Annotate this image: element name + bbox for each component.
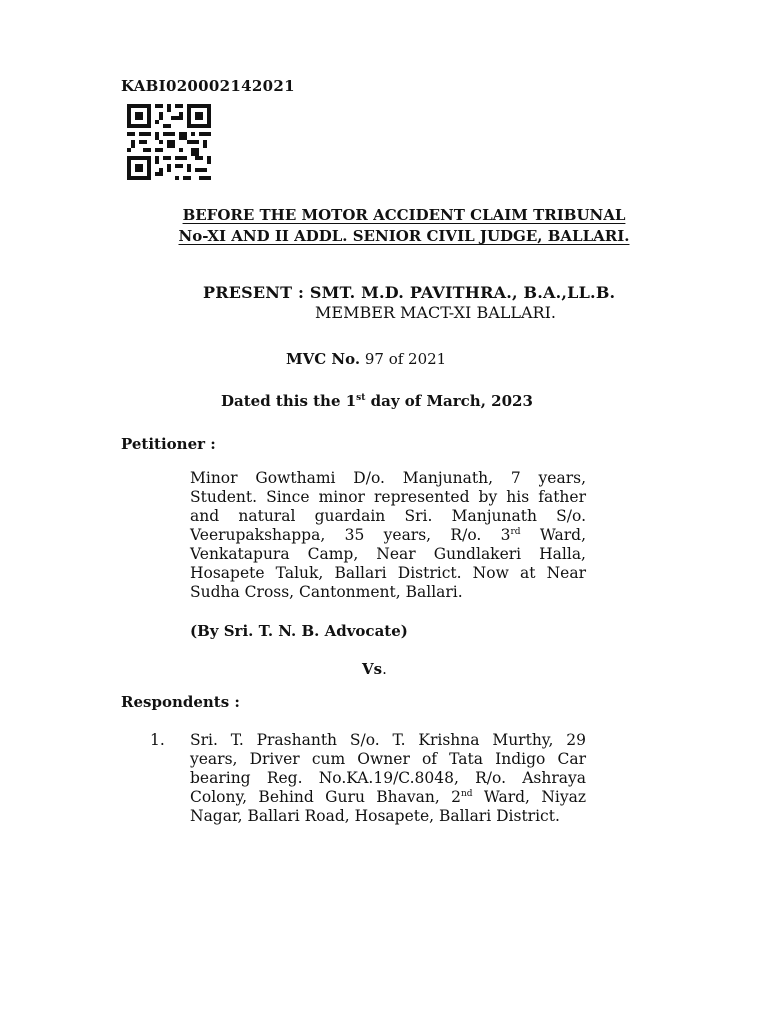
versus-text: Vs bbox=[362, 660, 383, 678]
case-number bbox=[286, 350, 446, 368]
case-number-code: KABI020002142021 bbox=[121, 77, 295, 95]
petitioner-line: Hosapete Taluk, Ballari District. Now at Near bbox=[190, 564, 586, 582]
presiding-officer-line bbox=[203, 283, 615, 302]
petitioner-line bbox=[190, 526, 586, 545]
present-label: PRESENT : bbox=[203, 283, 305, 302]
date-ordinal: st bbox=[356, 393, 366, 403]
qr-code bbox=[127, 103, 211, 181]
respondent-line-text: Ward, Niyaz bbox=[472, 788, 587, 806]
respondents-label: Respondents : bbox=[121, 693, 240, 711]
versus-marker bbox=[362, 660, 387, 678]
petitioner-line-text: Veerupakshappa, 35 years, R/o. 3 bbox=[190, 526, 511, 544]
respondent-line: years, Driver cum Owner of Tata Indigo Car bbox=[190, 750, 586, 768]
respondent-line: Sri. T. Prashanth S/o. T. Krishna Murthy, 29 bbox=[190, 731, 586, 749]
tribunal-heading-line-1: BEFORE THE MOTOR ACCIDENT CLAIM TRIBUNAL bbox=[182, 206, 626, 224]
case-number-prefix: MVC No. bbox=[286, 350, 361, 368]
ordinal-suffix: nd bbox=[461, 788, 473, 799]
petitioner-line: and natural guardain Sri. Manjunath S/o. bbox=[190, 507, 586, 525]
respondent-line: bearing Reg. No.KA.19/C.8048, R/o. Ashraya bbox=[190, 769, 586, 787]
petitioner-advocate: (By Sri. T. N. B. Advocate) bbox=[190, 622, 408, 640]
respondent-line bbox=[190, 788, 586, 807]
tribunal-heading-line-2: No-XI AND II ADDL. SENIOR CIVIL JUDGE, BALLARI. bbox=[178, 227, 630, 245]
petitioner-label: Petitioner : bbox=[121, 435, 216, 453]
petitioner-line: Minor Gowthami D/o. Manjunath, 7 years, bbox=[190, 469, 586, 487]
respondent-details bbox=[190, 731, 586, 826]
petitioner-line: Venkatapura Camp, Near Gundlakeri Halla, bbox=[190, 545, 586, 563]
respondent-line-text: Colony, Behind Guru Bhavan, 2 bbox=[190, 788, 461, 806]
case-number-value: 97 of 2021 bbox=[360, 350, 447, 368]
petitioner-details bbox=[190, 469, 586, 602]
respondent-line: Nagar, Ballari Road, Hosapete, Ballari District. bbox=[190, 807, 560, 825]
petitioner-line: Student. Since minor represented by his father bbox=[190, 488, 586, 506]
versus-period: . bbox=[382, 660, 387, 678]
date-suffix: day of March, 2023 bbox=[365, 392, 533, 410]
respondent-number: 1. bbox=[150, 731, 165, 749]
presiding-officer-designation: MEMBER MACT-XI BALLARI. bbox=[315, 303, 557, 322]
judgment-date bbox=[221, 392, 533, 410]
ordinal-suffix: rd bbox=[510, 526, 521, 537]
petitioner-line: Sudha Cross, Cantonment, Ballari. bbox=[190, 583, 463, 601]
petitioner-line-text: Ward, bbox=[520, 526, 586, 544]
date-prefix: Dated this the 1 bbox=[221, 392, 357, 410]
presiding-officer-name: SMT. M.D. PAVITHRA., B.A.,LL.B. bbox=[309, 283, 616, 302]
